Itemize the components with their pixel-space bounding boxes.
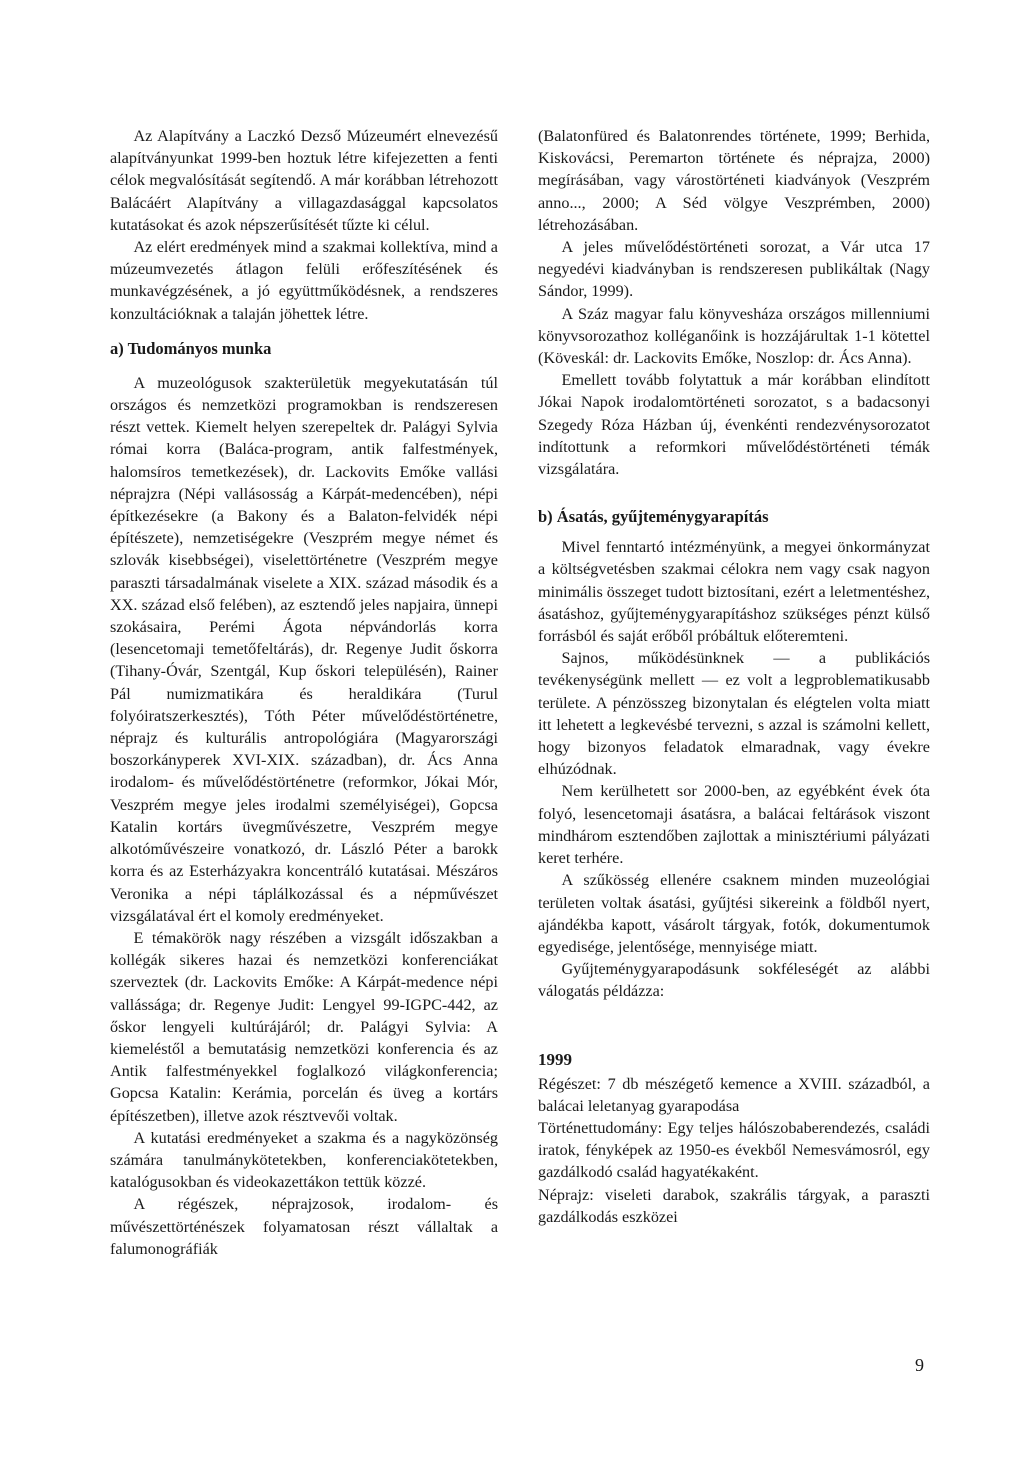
paragraph-foundation: Az Alapítvány a Laczkó Dezső Múzeumért elnevezésű alapítványunkat 1999-ben hoztuk létre kifejezetten a fenti célok megvalósítását segítendő. A már korábban létrehozott Balácáért Alapítvány a villagazdasággal kapcsolatos kutatásokat és azok népszerűsítését tűzte ki célul. (110, 127, 498, 234)
paragraph-successes: A szűkösség ellenére csaknem minden muzeológiai területen voltak ásatási, gyűjtési sikereink a földből nyert, ajándékba kapott, vásárolt tárgyak, fotók, dokumentumok egyedisége, jelentősége, mennyisége miatt. (538, 871, 930, 956)
right-column (538, 125, 930, 1228)
paragraph-research-areas: A muzeológusok szakterületük megyekutatásán túl országos és nemzetközi programokban is rendszeresen részt vettek. Kiemelt helyen szerepeltek dr. Palágyi Sylvia római korra (Baláca-program, antik falfestmények, halomsíros temetkezések), dr. Lackovits Emőke vallási néprajzra (Népi vallásosság a Kárpát-medencében), népi építkezésekre (a Bakony és a Balaton-felvidék népi építészete), nemzetiségekre (Veszprém megye német és szlovák kisebbségei), viselettörténetre (Veszprém megye paraszti társadalmának viselete a XIX. század második és a XX. század első felében), az esztendő jeles napjaira, ünnepi szokásaira, Perémi Ágota népvándorlás korra (lesencetomaji temetőfeltárás), dr. Regenye Judit őskorra (Tihany-Óvár, Szentgál, Kup őskori településén), Rainer Pál numizmatikára és heraldikára (Turul folyóiratszerkesztés), Tóth Péter művelődéstörténetre, néprajz és kulturális antropológiára (Magyarországi boszorkányperek XVI-XIX. században), dr. Ács Anna irodalom- és művelődéstörténetre (reformkor, Jókai Mór, Veszprém megye jeles irodalmi személyiségei), Gopcsa Katalin kortárs üvegművészetre, Veszprém megye alkotóművészeire vonatkozó, dr. László Péter a barokk korra és az Esterházyakra koncentráló kutatásai. Mészáros Veronika a népi táplálkozással és a népművészet vizsgálatával ért el komoly eredményeket. (110, 373, 498, 925)
paragraph-lesencetomaj: Nem kerülhetett sor 2000-ben, az egyébként évek óta folyó, lesencetomaji ásatásra, a balácai feltárások viszont mindhárom esztendőben zajlottak a minisztériumi pályázati keret terhére. (538, 782, 930, 868)
paragraph-jokai-napok: Emellett tovább folytattuk a már korábban elindított Jókai Napok irodalomtörténeti sorozatot, s a badacsonyi Szegedy Róza Házban új, évenkénti rendezvénysorozatot indítottunk a reformkori művelődéstörténeti témák vizsgálatára. (538, 371, 930, 479)
paragraph-conferences: E témakörök nagy részében a vizsgált időszakban a kollégák sikeres hazai és nemzetközi konferenciákat szerveztek (dr. Lackovits Emőke: A Kárpát-medence népi vallássága; dr. Regenye Judit: Lengyel 99-IGPC-442, az őskor lengyeli kultúrájáról; dr. Palágyi Sylvia: A kiemeléstől a bemutatásig nemzetközi konferencia és az Antik falfestményekkel foglalkozó világkonferencia; Gopcsa Katalin: Kerámia, porcelán és üveg a kortárs építészetben), illetve azok résztvevői voltak. (110, 928, 498, 1125)
paragraph-funding: Mivel fenntartó intézményünk, a megyei önkormányzat a költségvetésben szakmai célokra nem vagy csak nagyon minimális összeget tudott biztosítani, ezért a leletmentéshez, ásatáshoz, gyűjteménygyarapításhoz szükséges pénzt külső forrásból és saját erőből próbáltuk előteremteni. (538, 538, 930, 646)
page-number: 9 (915, 1355, 924, 1375)
paragraph-selection-intro: Gyűjteménygyarapodásunk sokféleségét az alábbi válogatás példázza: (538, 960, 930, 1001)
paragraph-problems: Sajnos, működésünknek — a publikációs tevékenységünk mellett — ez volt a legproblematikusabb területe. A pénzösszeg bizonytalan és elégtelen volta miatt itt lehetett a legkevésbé tervezni, s azzal is számolni kellett, hogy bizonyos feladatok elmaradnak, vagy évekre elhúzódnak. (538, 649, 930, 779)
paragraph-monographs-continued: (Balatonfüred és Balatonrendes története, 1999; Berhida, Kiskovácsi, Peremarton története és néprajza, 2000) megírásában, vagy várostörténeti kiadványok (Veszprém anno..., 2000; A Séd völgye Veszprémben, 2000) létrehozásában. (538, 127, 930, 234)
left-column (110, 125, 498, 1260)
paragraph-publications: A kutatási eredményeket a szakma és a nagyközönség számára tanulmánykötetekben, konferenciakötetekben, katalógusokban és videokazettákon tettük közzé. (110, 1128, 498, 1192)
list-item-history: Történettudomány: Egy teljes hálószobaberendezés, családi iratok, fényképek az 1950-es évekből Nemesvámosról, egy gazdálkodó család hagyatékaként. (538, 1118, 930, 1182)
list-item-ethnography: Néprajz: viseleti darabok, szakrális tárgyak, a paraszti gazdálkodás eszközei (538, 1185, 930, 1226)
heading-excavation-collection: b) Ásatás, gyűjteménygyarapítás (538, 507, 769, 527)
heading-scientific-work: a) Tudományos munka (110, 338, 272, 358)
paragraph-var-utca-17: A jeles művelődéstörténeti sorozat, a Vár utca 17 negyedévi kiadványban is rendszeresen publikáltak (Nagy Sándor, 1999). (538, 238, 930, 301)
year-heading: 1999 (538, 1049, 572, 1069)
paragraph-results: Az elért eredmények mind a szakmai kollektíva, mind a múzeumvezetés átlagon felüli erőfeszítésének és munkavégzésének, a jó együttműködésnek, a rendszeres konzultációknak a talaján jöhettek létre. (110, 238, 498, 323)
list-item-archaeology: Régészet: 7 db mészégető kemence a XVIII. századból, a balácai leletanyag gyarapodása (538, 1074, 930, 1115)
paragraph-szaz-magyar-falu: A Száz magyar falu könyvesháza országos millenniumi könyvsorozathoz kolléganőink is hozzájárultak 1-1 kötettel (Köveskál: dr. Lackovits Emőke, Noszlop: dr. Ács Anna). (538, 304, 930, 368)
paragraph-monographs: A régészek, néprajzosok, irodalom- és művészettörténészek folyamatosan részt vállaltak a falumonográfiák (110, 1195, 498, 1258)
